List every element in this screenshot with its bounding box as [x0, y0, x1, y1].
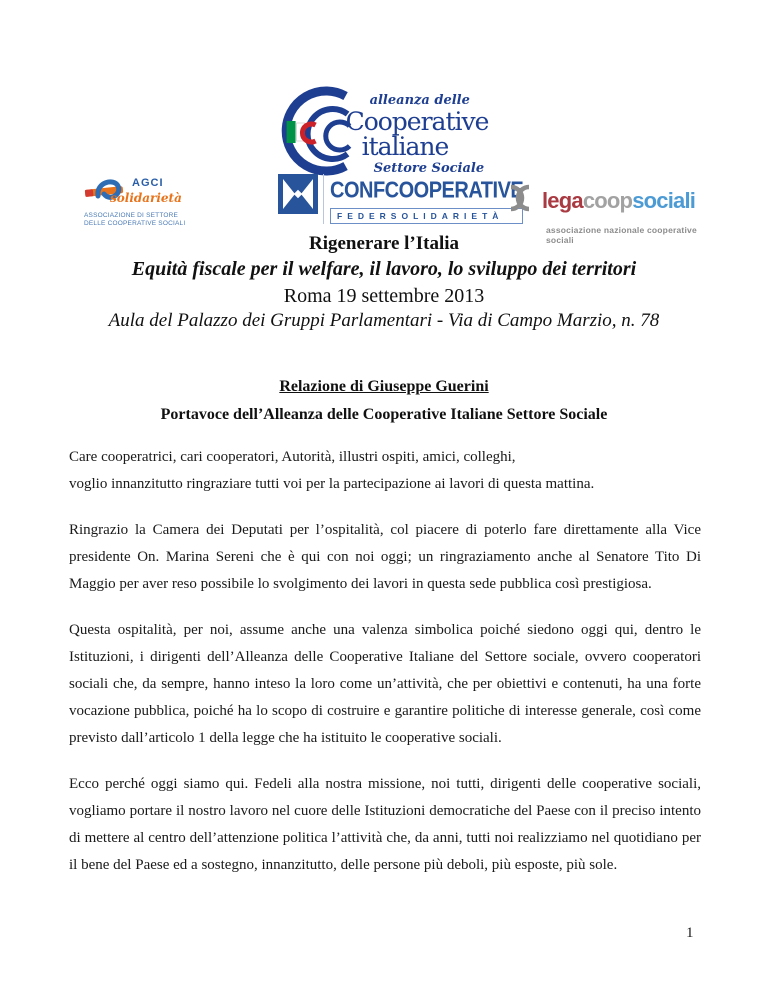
speech-title: Relazione di Giuseppe Guerini — [279, 378, 489, 395]
document-subtitle: Equità fiscale per il welfare, il lavoro, lo sviluppo dei territori — [131, 258, 637, 280]
legacoop-caption: associazione nazionale cooperative sociali — [546, 225, 697, 245]
alliance-line-cooperative: Cooperative — [345, 107, 489, 136]
alleanza-cooperative-logo — [280, 84, 489, 181]
federsolidarieta-label: FEDERSOLIDARIETÀ — [330, 208, 523, 224]
speech-body — [69, 444, 701, 898]
alliance-line-italiane: italiane — [361, 132, 449, 161]
alliance-line-alleanza: alleanza delle — [369, 93, 470, 108]
agci-caption: ASSOCIAZIONE DI SETTORE DELLE COOPERATIVE SOCIALI — [84, 212, 186, 228]
event-venue: Aula del Palazzo dei Gruppi Parlamentari - Via di Campo Marzio, n. 78 — [108, 310, 660, 331]
agci-solidarieta-script: solidarietà — [110, 191, 182, 205]
confcooperative-logo — [278, 174, 524, 224]
alliance-logo-text — [344, 84, 489, 175]
agci-wordmark: AGCI — [132, 177, 164, 189]
speaker-role: Portavoce dell’Alleanza delle Cooperative Italiane Settore Sociale — [160, 406, 608, 423]
confcooperative-emblem-icon — [278, 174, 318, 219]
paragraph-mission: Ecco perché oggi siamo qui. Fedeli alla nostra missione, noi tutti, dirigenti delle cooperative sociali, vogliamo portare il nostro lavoro nel cuore delle Istituzioni democratiche del Paese con il preciso intento di mettere al centro dell’attenzione politica l’attività che, da anni, tutti noi realizziamo nel quotidiano per il bene del Paese ed a sostegno, innanzitutto, delle persone più deboli, più esposte, più sole. — [69, 776, 701, 873]
speech-heading — [0, 377, 768, 425]
title-block — [0, 231, 768, 333]
alliance-swirl-icon — [280, 84, 354, 181]
agci-solidarieta-logo — [84, 176, 204, 232]
document-title: Rigenerare l’Italia — [308, 233, 460, 254]
page-number: 1 — [686, 925, 694, 941]
legacoopsociali-wordmark: legacoopsociali — [542, 187, 696, 213]
event-date: Roma 19 settembre 2013 — [283, 285, 485, 307]
alliance-line-settore-sociale: Settore Sociale — [373, 161, 485, 176]
paragraph-hospitality: Questa ospitalità, per noi, assume anche una valenza simbolica poiché siedono oggi qui, dentro le Istituzioni, i dirigenti dell’Alleanza delle Cooperative Italiane del Settore sociale, ovvero cooperatori sociali che, da sempre, hanno inteso la loro come un’attività, che per obiettivi e contenuti, ha una forte vocazione pubblica, poiché ha lo scopo di costruire e garantire politiche di interesse generale, così come previsto dall’articolo 1 della legge che ha istituito le cooperative sociali. — [69, 622, 701, 746]
paragraph-greeting: Care cooperatrici, cari cooperatori, Autorità, illustri ospiti, amici, colleghi, voglio innanzitutto ringraziare tutti voi per la partecipazione ai lavori di questa mattina. — [69, 449, 595, 492]
paragraph-thanks: Ringrazio la Camera dei Deputati per l’ospitalità, col piacere di poterlo fare direttamente alla Vice presidente On. Marina Sereni che è qui con noi oggi; un ringraziamento anche al Senatore Tito Di Maggio per aver reso possibile lo svolgimento dei lavori in questa sede pubblica così prestigiosa. — [69, 522, 701, 592]
confcooperative-wordmark: CONFCOOPERATIVE — [330, 177, 524, 204]
legacoop-swirl-icon — [502, 180, 538, 221]
